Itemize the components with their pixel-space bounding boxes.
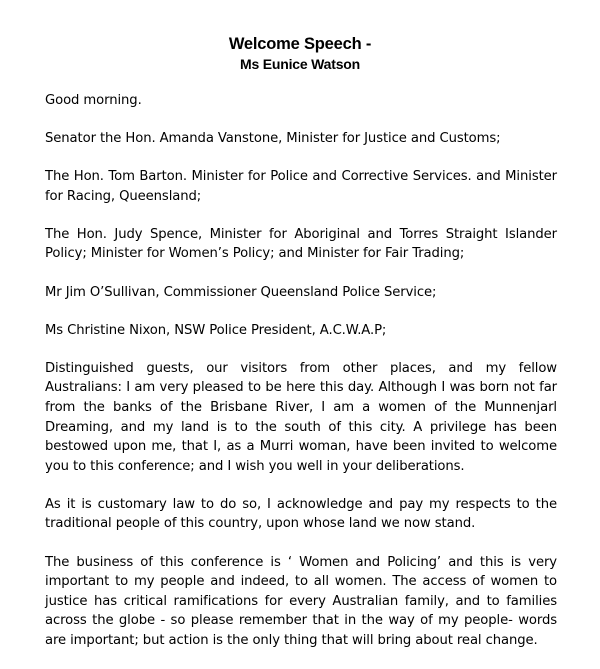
body-paragraph: As it is customary law to do so, I acknowledge and pay my respects to the traditional people of this country, upon whose land we now stand.	[45, 496, 557, 532]
speaker-name: Ms Eunice Watson	[240, 56, 360, 72]
speech-body	[45, 91, 557, 669]
greeting-paragraph: Good morning.	[45, 93, 142, 108]
salutation-paragraph: Ms Christine Nixon, NSW Police President, A.C.W.A.P;	[45, 322, 387, 338]
salutation-paragraph: Mr Jim O’Sullivan, Commissioner Queensland Police Service;	[45, 284, 437, 300]
salutation-paragraph: Senator the Hon. Amanda Vanstone, Minister for Justice and Customs;	[45, 131, 501, 147]
salutation-paragraph: The Hon. Judy Spence, Minister for Aboriginal and Torres Straight Islander Policy; Minister for Women’s Policy; and Minister for Fair Trading;	[45, 226, 557, 262]
body-paragraph: The business of this conference is ‘ Women and Policing’ and this is very important to my people and indeed, to all women. The access of women to justice has critical ramifications for every Australian family, and to families across the globe - so please remember that in the way of my people- words are important; but action is the only thing that will bring about real change.	[45, 554, 557, 648]
body-paragraph: Distinguished guests, our visitors from other places, and my fellow Australians: I am very pleased to be here this day. Although I was born not far from the banks of the Brisbane River, I am a women of the Munnenjarl Dreaming, and my land is to the south of this city. A privilege has been bestowed upon me, that I, as a Murri woman, have been invited to welcome you to this conference; and I wish you well in your deliberations.	[45, 360, 557, 474]
speech-title: Welcome Speech -	[228, 35, 372, 53]
salutation-paragraph: The Hon. Tom Barton. Minister for Police and Corrective Services. and Minister for Racing, Queensland;	[45, 169, 557, 204]
